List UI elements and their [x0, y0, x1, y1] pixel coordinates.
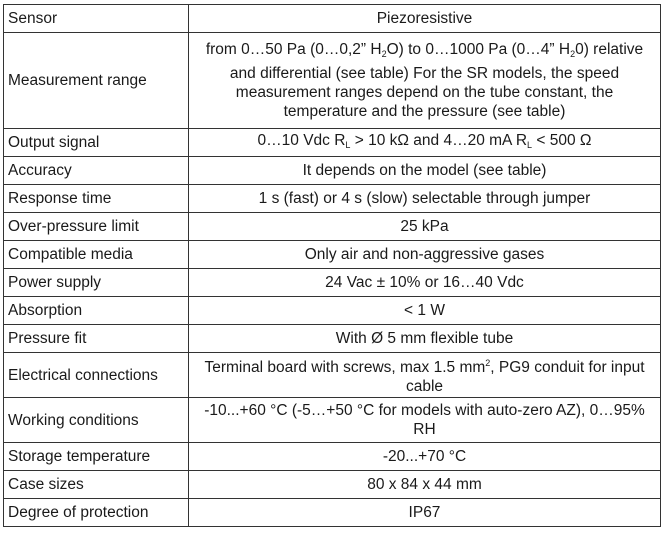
row-label-measurement-range: Measurement range [4, 33, 189, 129]
table-row [4, 185, 661, 213]
row-label-power-supply: Power supply [4, 269, 189, 297]
row-value-output-signal [189, 129, 661, 157]
row-label-sensor: Sensor [4, 5, 189, 33]
row-value-accuracy: It depends on the model (see table) [189, 157, 661, 185]
row-label-over-pressure-limit: Over-pressure limit [4, 213, 189, 241]
range-text-2: O) to 0…1000 Pa (0…4” H [386, 41, 571, 58]
row-value-case-sizes: 80 x 84 x 44 mm [189, 471, 661, 499]
subscript-2: 2 [381, 49, 387, 59]
table-row [4, 499, 661, 527]
table-row [4, 471, 661, 499]
row-label-degree-of-protection: Degree of protection [4, 499, 189, 527]
row-value-over-pressure-limit: 25 kPa [189, 213, 661, 241]
table-row [4, 443, 661, 471]
table-row [4, 353, 661, 398]
table-row [4, 269, 661, 297]
table-row [4, 213, 661, 241]
row-label-electrical-connections: Electrical connections [4, 353, 189, 398]
connections-text-2: , PG9 conduit for input cable [405, 359, 645, 395]
superscript-2: 2 [485, 358, 491, 368]
table-row [4, 33, 661, 129]
subscript-l: L [527, 139, 533, 150]
row-label-storage-temperature: Storage temperature [4, 443, 189, 471]
connections-text-1: Terminal board with screws, max 1.5 mm [204, 359, 486, 376]
row-label-compatible-media: Compatible media [4, 241, 189, 269]
row-value-measurement-range [189, 33, 661, 129]
table-row [4, 157, 661, 185]
row-label-working-conditions: Working conditions [4, 398, 189, 443]
table-row [4, 398, 661, 443]
row-value-working-conditions: -10...+60 °C (-5…+50 °C for models with auto-zero AZ), 0…95% RH [189, 398, 661, 443]
table-row [4, 5, 661, 33]
row-value-response-time: 1 s (fast) or 4 s (slow) selectable through jumper [189, 185, 661, 213]
range-text-3: 0) relative and differential (see table) For the SR models, the speed measurement ranges depend on the tube constant, the temperature and the pressure (see table) [229, 41, 644, 120]
table-row [4, 129, 661, 157]
row-value-power-supply: 24 Vac ± 10% or 16…40 Vdc [189, 269, 661, 297]
subscript-2: 2 [570, 49, 576, 59]
table-row [4, 297, 661, 325]
table-row [4, 241, 661, 269]
output-text-3: < 500 Ω [532, 131, 592, 149]
row-label-output-signal: Output signal [4, 129, 189, 157]
row-label-pressure-fit: Pressure fit [4, 325, 189, 353]
specifications-table [3, 4, 661, 527]
row-value-sensor: Piezoresistive [189, 5, 661, 33]
row-label-absorption: Absorption [4, 297, 189, 325]
row-label-case-sizes: Case sizes [4, 471, 189, 499]
output-text-2: > 10 kΩ and 4…20 mA R [350, 131, 528, 149]
row-value-compatible-media: Only air and non-aggressive gases [189, 241, 661, 269]
table-row [4, 325, 661, 353]
range-text-1: from 0…50 Pa (0…0,2” H [205, 41, 382, 58]
row-value-degree-of-protection: IP67 [189, 499, 661, 527]
output-text-1: 0…10 Vdc R [257, 131, 346, 149]
subscript-l: L [345, 139, 351, 150]
row-value-electrical-connections [189, 353, 661, 398]
row-label-response-time: Response time [4, 185, 189, 213]
row-value-storage-temperature: -20...+70 °C [189, 443, 661, 471]
row-label-accuracy: Accuracy [4, 157, 189, 185]
row-value-pressure-fit: With Ø 5 mm flexible tube [189, 325, 661, 353]
row-value-absorption: < 1 W [189, 297, 661, 325]
